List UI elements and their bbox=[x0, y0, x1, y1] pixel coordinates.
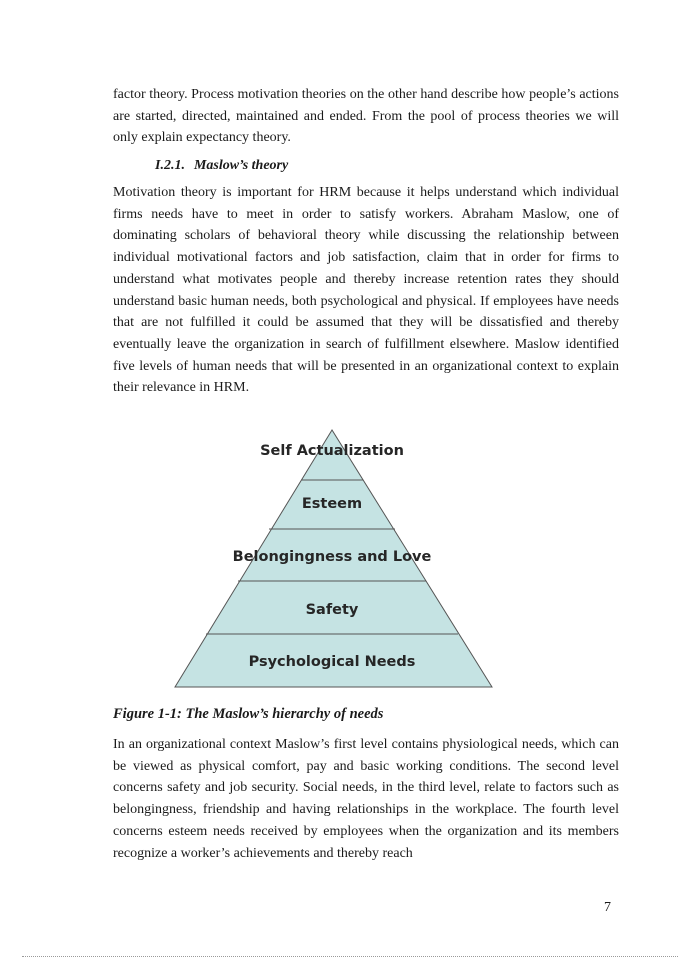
intro-paragraph: factor theory. Process motivation theories on the other hand describe how people’s actions are started, directed, maintained and ended. From the pool of process theories we will only explain expectancy theory. bbox=[113, 87, 619, 146]
section-heading bbox=[155, 158, 288, 174]
level-self-actualization: Self Actualization bbox=[260, 443, 404, 459]
organizational-paragraph: In an organizational context Maslow’s first level contains physiological needs, which can be viewed as physical comfort, pay and basic working conditions. The second level concerns safety and job security. Social needs, in the third level, relate to factors such as belongingness, friendship and having relationships in the workplace. The fourth level concerns esteem needs received by employees when the organization and its members recognize a worker’s achievements and thereby reach bbox=[113, 737, 619, 861]
page-bottom-divider bbox=[22, 956, 678, 957]
level-psychological: Psychological Needs bbox=[248, 654, 416, 670]
maslow-paragraph: Motivation theory is important for HRM because it helps understand which individual firms needs have to meet in order to satisfy workers. Abraham Maslow, one of dominating scholars of behavioral theory while discussing the relationship between individual motivational factors and job satisfaction, claim that in order for firms to understand what motivates people and thereby increase retention rates they should understand basic human needs, both psychological and physical. If employees have needs that are not fulfilled it could be assumed that they will be dissatisfied and thereby eventually leave the organization in search of fulfillment elsewhere. Maslow identified five levels of human needs that will be presented in an organizational context to explain their relevance in HRM. bbox=[113, 185, 619, 396]
section-number: I.2.1. bbox=[155, 158, 185, 173]
section-title: Maslow’s theory bbox=[193, 158, 289, 173]
figure-caption: Figure 1-1: The Maslow’s hierarchy of needs bbox=[113, 706, 384, 722]
level-esteem: Esteem bbox=[301, 496, 363, 512]
level-safety: Safety bbox=[305, 602, 359, 618]
pyramid-svg bbox=[160, 422, 505, 692]
level-belongingness: Belongingness and Love bbox=[232, 549, 432, 565]
page-number: 7 bbox=[604, 900, 611, 915]
maslow-pyramid-diagram bbox=[160, 422, 505, 692]
